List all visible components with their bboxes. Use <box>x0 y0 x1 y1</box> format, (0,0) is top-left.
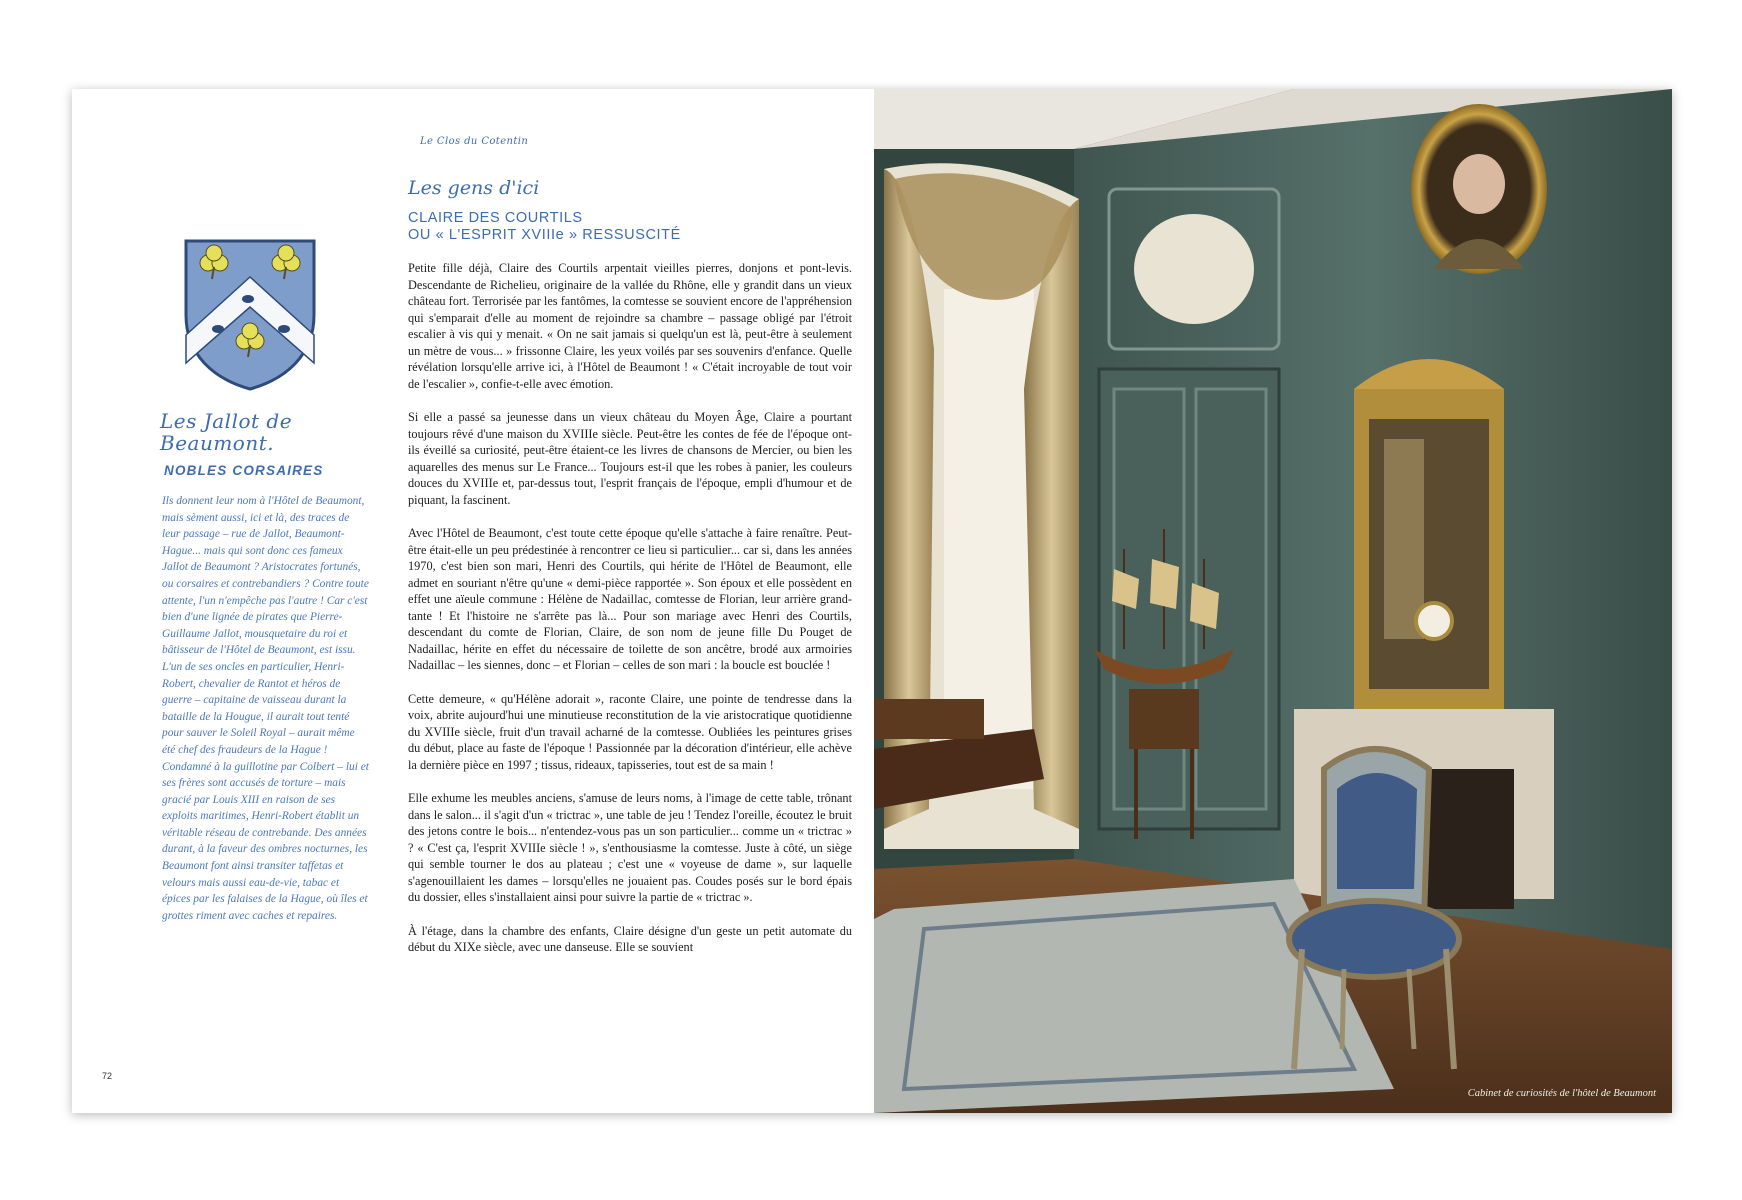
paragraph: Elle exhume les meubles anciens, s'amuse de leurs noms, à l'image de cette table, trônant dans le salon... il s'agit d'un « trictrac », une table de jeu ! Tendez l'oreille, écoutez le bruit des jetons contre le bois... n'entendez-vous pas un son particulier... comme un « trictrac » ? « C'est ça, l'esprit XVIIIe siècle ! », s'enthousiasme la comtesse. Juste à côté, un siège qui semble tourner le dos au plateau ; c'est une « voyeuse de dame », sur laquelle s'agenouillaient les dames – lorsqu'elles ne jouaient pas. Coudes posés sur le bord épais du dossier, elles s'installaient ainsi pour suivre la partie de « trictrac ». <box>408 791 852 904</box>
paragraph: À l'étage, dans la chambre des enfants, Claire désigne d'un geste un petit automate du début du XIXe siècle, avec une danseuse. Elle se souvient <box>408 923 852 954</box>
sidebar-subtitle: NOBLES CORSAIRES <box>164 463 324 478</box>
paragraph: Petite fille déjà, Claire des Courtils arpentait vieilles pierres, donjons et pont-levis. Descendante de Richelieu, originaire de la vallée du Rhône, elle y grandit dans un vieux château fort. Terrorisée par les fantômes, la comtesse se souvient encore de l'appréhension qui s'emparait d'elle au moment de rejoindre sa chambre – passage obligé par l'étroit escalier à vis qui y menait. « On ne sait jamais si quelqu'un est là, peut-être à seulement un mètre de vous... » frissonne Claire, les yeux voilés par ses souvenirs d'enfance. Quelle révélation lorsqu'elle arrive ici, à l'Hôtel de Beaumont ! « C'était incroyable de tout voir de l'escalier », confie-t-elle avec émotion. <box>408 261 852 391</box>
page-number: 72 <box>102 1071 113 1081</box>
headline-line-1: CLAIRE DES COURTILS <box>408 210 583 226</box>
magazine-spread <box>72 89 1672 1113</box>
sidebar-title: Les Jallot de Beaumont. <box>160 409 293 455</box>
paragraph: Avec l'Hôtel de Beaumont, c'est toute cette époque qu'elle s'attache à faire renaître. Peut-être était-elle un peu prédestinée à rencontrer ce lieu si particulier... car si, dans les années 1970, c'est bien son mari, Henri des Courtils, qui hérite de l'Hôtel de Beaumont, elle admet en souriant n'être qu'une « demi-pièce rapportée ». Son époux et elle possèdent en effet une aïeule commune : Hélène de Nadaillac, comtesse de Florian, leur arrière grand-tante ! Et l'histoire ne s'arrête pas là... Pour son mariage avec Henri des Courtils, descendant du comte de Florian, Claire, de son nom de jeune fille Du Pouget de Nadaillac, hérite en effet du nécessaire de toilette de son ancêtre, brodé aux armoiries Nadaillac – les siennes, donc – et Florian – celles de son mari : la boucle est bouclée ! <box>408 526 852 672</box>
room-photo <box>874 89 1672 1113</box>
right-page <box>874 89 1672 1113</box>
running-head: Le Clos du Cotentin <box>420 136 529 147</box>
article-headline <box>408 210 788 244</box>
article-body <box>408 260 852 973</box>
left-page <box>72 89 874 1113</box>
headline-line-2: OU « L'ESPRIT XVIIIe » RESSUSCITÉ <box>408 227 681 243</box>
paragraph: Cette demeure, « qu'Hélène adorait », raconte Claire, une pointe de tendresse dans la voix, abrite aujourd'hui une minutieuse reconstitution de la vie aristocratique quotidienne du XVIIIe siècle, fruit d'un travail acharné de la comtesse. Oubliées les peintures grises du début, place au faste de l'époque ! Passionnée par la décoration d'intérieur, elle achève la dernière pièce en 1997 ; tissus, rideaux, tapisseries, tout est de sa main ! <box>408 691 852 772</box>
section-tag: Les gens d'ici <box>408 177 540 199</box>
photo-caption: Cabinet de curiosités de l'hôtel de Beaumont <box>1467 1088 1656 1099</box>
sidebar-text: Ils donnent leur nom à l'Hôtel de Beaumont, mais sèment aussi, ici et là, des traces de leur passage – rue de Jallot, Beaumont-Hague... mais qui sont donc ces fameux Jallot de Beaumont ? Aristocrates fortunés, ou corsaires et contrebandiers ? Contre toute attente, l'un n'empêche pas l'autre ! Car c'est bien d'une lignée de pirates que Pierre-Guillaume Jallot, mousquetaire du roi et bâtisseur de l'Hôtel de Beaumont, est issu. L'un de ses oncles en particulier, Henri-Robert, chevalier de Rantot et héros de guerre – capitaine de vaisseau durant la bataille de la Hougue, il aurait tout tenté pour sauver le Soleil Royal – aurait même été chef des fraudeurs de la Hague ! Condamné à la guillotine par Colbert – lui et ses frères sont accusés de torture – mais gracié par Louis XIII en raison de ses exploits maritimes, Henri-Robert établit un véritable réseau de contrebande. Des années durant, à la faveur des ombres nocturnes, les Beaumont font ainsi transiter taffetas et velours mais aussi eau-de-vie, tabac et épices par les falaises de la Hague, où îles et grottes riment avec caches et repaires. <box>162 495 369 922</box>
paragraph: Si elle a passé sa jeunesse dans un vieux château du Moyen Âge, Claire a pourtant toujours rêvé d'une maison du XVIIIe siècle. Peut-être les contes de fée de l'époque ont-ils éveillé sa curiosité, peut-être étaient-ce les livres de chansons de Mercier, ou bien les aquarelles des menus sur Le France... Toujours est-il que les robes à panier, les couleurs douces du XVIIIe et, par-dessus tout, l'esprit français de l'époque, empli d'humour et de piquant, la fascinent. <box>408 410 852 507</box>
coat-of-arms-image <box>182 237 318 393</box>
